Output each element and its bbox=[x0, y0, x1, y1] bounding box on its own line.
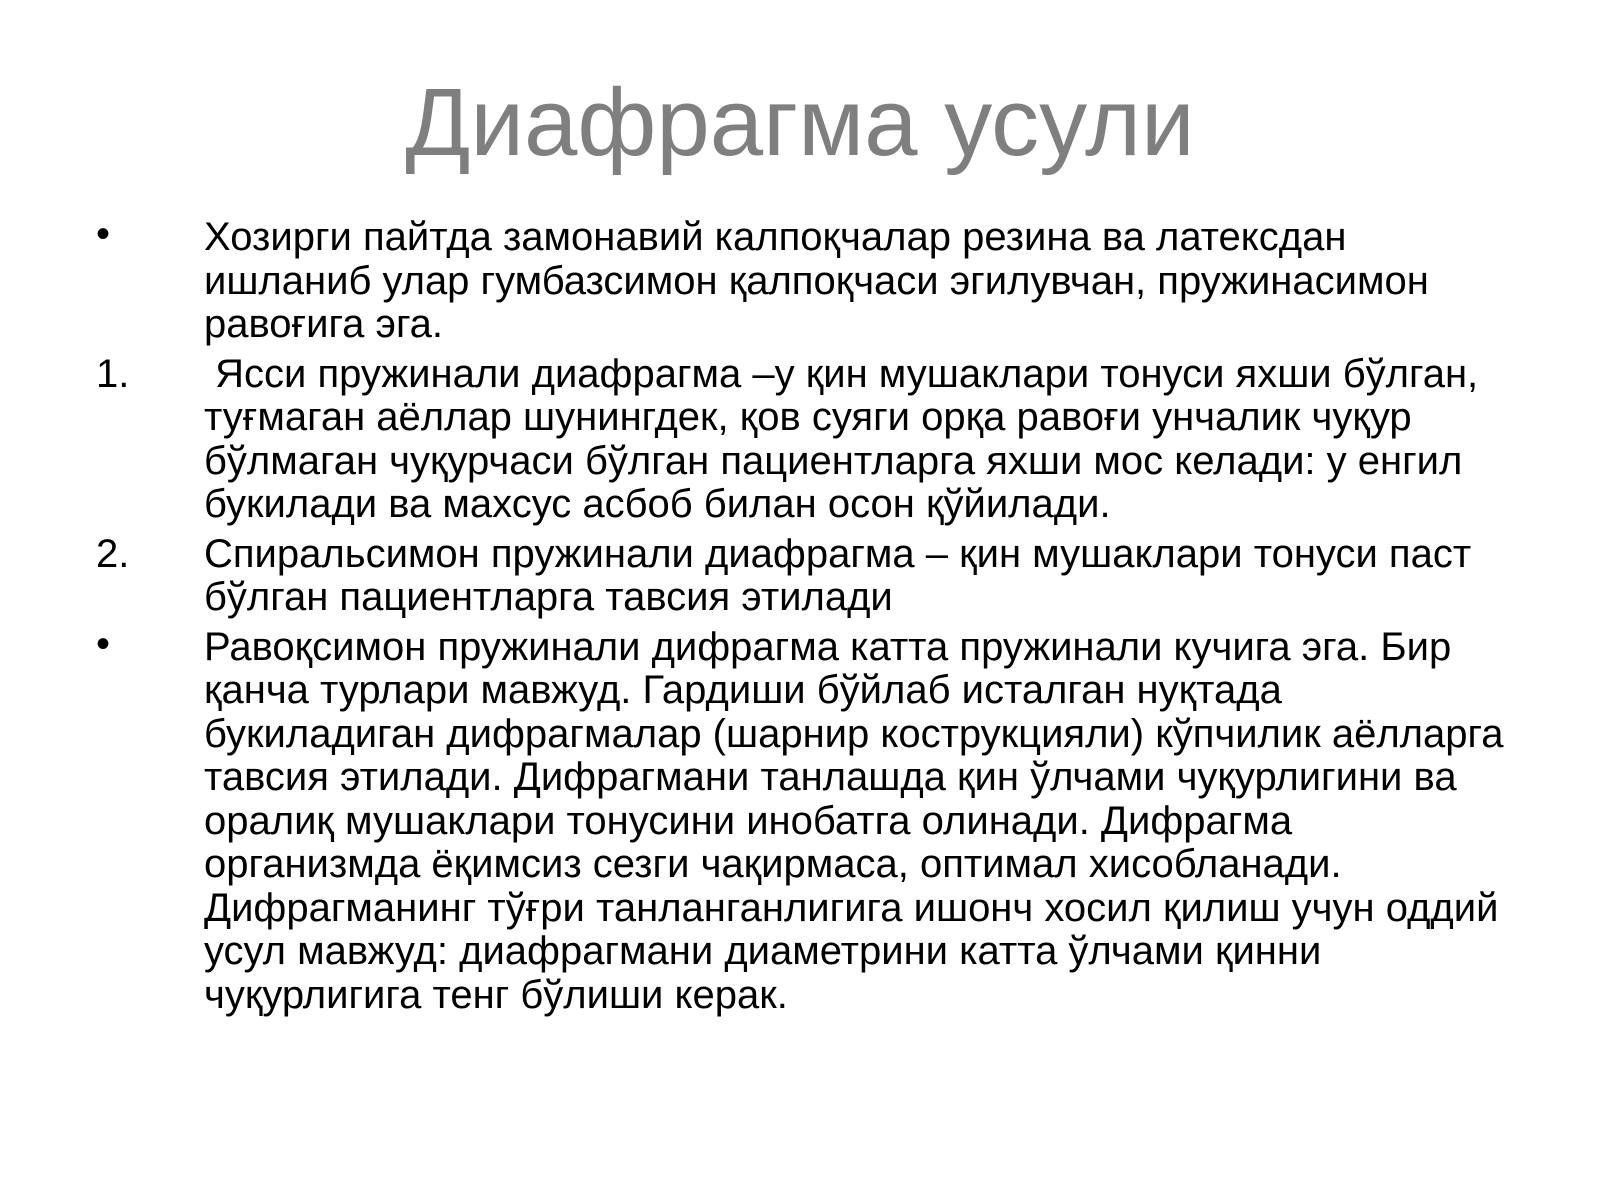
bullet-marker: • bbox=[96, 212, 111, 256]
list-item-text: Равоқсимон пружинали дифрагма катта пружинали кучига эга. Бир қанча турлари мавжуд. Гардиши бўйлаб исталган нуқтада букиладиган дифрагмалар (шарнир кострукцияли) кўпчилик аёлларга тавсия этилади. Дифрагмани танлашда қин ўлчами чуқурлигини ва оралиқ мушаклари тонусини инобатга олинади. Дифрагма организмда ёқимсиз сезги чақирмаса, оптимал хисобланади. Дифрагманинг тўғри танланганлигига ишонч хосил қилиш учун оддий усул мавжуд: диафрагмани диаметрини катта ўлчами қинни чуқурлигига тенг бўлиши керак. bbox=[204, 624, 1504, 1017]
number-marker: 1. bbox=[96, 351, 130, 396]
list-item-text: Хозирги пайтда замонавий калпоқчалар резина ва латексдан ишланиб улар гумбазсимон қалпоқчаси эгилувчан, пружинасимон равоғига эга. bbox=[204, 215, 1429, 346]
list-item-bullet-1 bbox=[96, 212, 1516, 347]
list-item-text: Ясси пружинали диафрагма –у қин мушаклари тонуси яхши бўлган, туғмаган аёллар шунингдек, қов суяги орқа равоғи унчалик чуқур бўлмаган чуқурчаси бўлган пациентларга яхши мос келади: у енгил букилади ва махсус асбоб билан осон қўйилади. bbox=[204, 351, 1490, 526]
number-marker: 2. bbox=[96, 531, 130, 576]
list-item-text: Спиральсимон пружинали диафрагма – қин мушаклари тонуси паст бўлган пациентларга тавсия этилади bbox=[204, 531, 1472, 619]
list-item-bullet-2 bbox=[96, 621, 1516, 1018]
slide-title: Диафрагма усули bbox=[405, 69, 1195, 176]
list-item-numbered-2 bbox=[96, 533, 1516, 620]
content-list bbox=[96, 212, 1516, 1023]
bullet-marker: • bbox=[96, 621, 111, 666]
list-item-numbered-1 bbox=[96, 353, 1516, 527]
